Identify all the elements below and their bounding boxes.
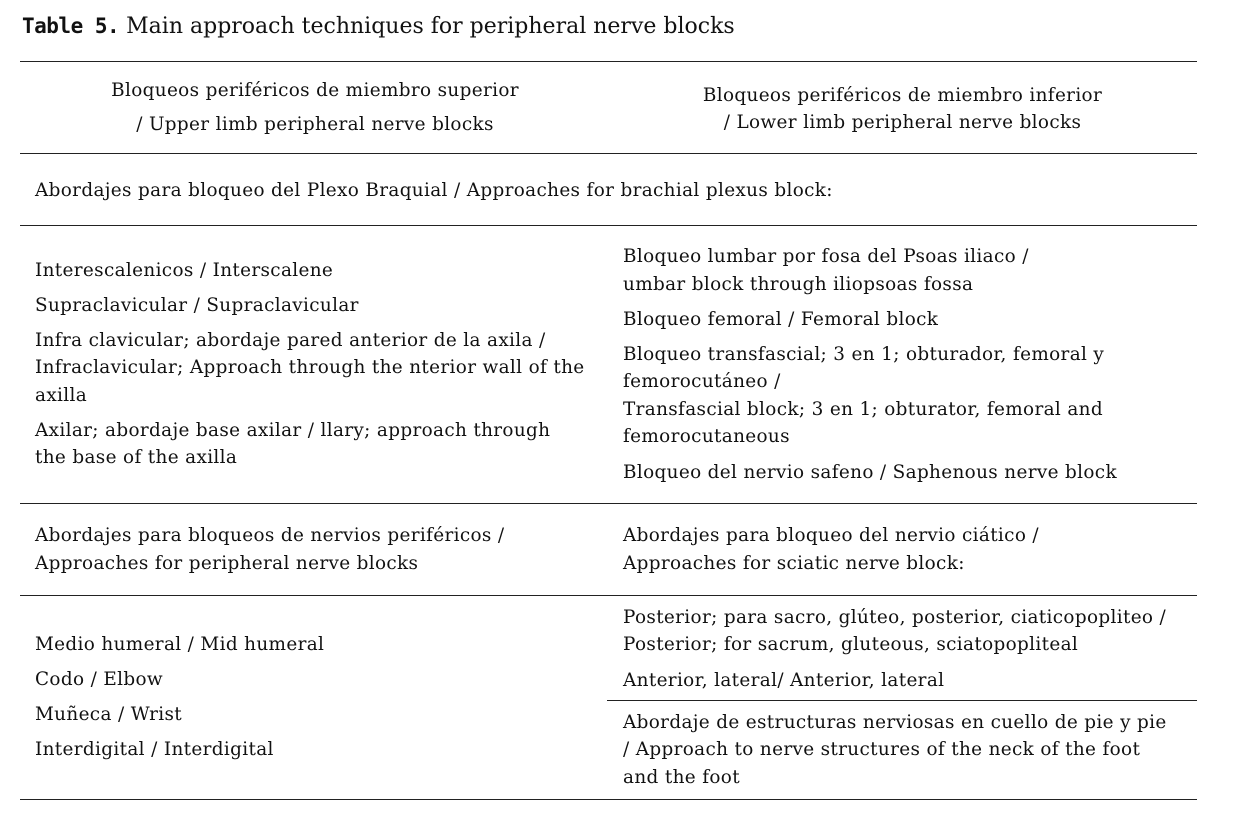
- table-title: Main approach techniques for peripheral nerve blocks: [126, 14, 735, 39]
- list-item-transfascial-line-3: Transfascial block; 3 en 1; obturator, femoral and: [623, 399, 1103, 420]
- list-item-wrist: Muñeca / Wrist: [35, 704, 183, 725]
- list-item-posterior-line-1: Posterior; para sacro, glúteo, posterior, ciaticopopliteo /: [623, 607, 1167, 628]
- list-item-mid-humeral: Medio humeral / Mid humeral: [35, 634, 325, 655]
- table-caption: [22, 14, 735, 39]
- list-item-infraclavicular-line-1: Infra clavicular; abordaje pared anterior de la axila /: [35, 330, 546, 351]
- header-lower-line-2: / Lower limb peripheral nerve blocks: [723, 112, 1082, 133]
- list-item-axillary-line-2: the base of the axilla: [35, 447, 238, 468]
- list-item-femoral: Bloqueo femoral / Femoral block: [623, 309, 939, 330]
- list-item-saphenous: Bloqueo del nervio safeno / Saphenous nerve block: [623, 462, 1117, 483]
- list-item-interdigital: Interdigital / Interdigital: [35, 739, 274, 760]
- list-item-foot-line-3: and the foot: [623, 767, 740, 788]
- section-title-sciatic-line-2: Approaches for sciatic nerve block:: [623, 553, 965, 574]
- list-item-foot-line-1: Abordaje de estructuras nerviosas en cuello de pie y pie: [623, 712, 1167, 733]
- list-item-transfascial-line-2: femorocutáneo /: [623, 371, 781, 392]
- header-lower-line-1: Bloqueos periféricos de miembro inferior: [702, 85, 1103, 106]
- header-upper-line-1: Bloqueos periféricos de miembro superior: [111, 80, 519, 101]
- list-item-infraclavicular-line-3: axilla: [35, 385, 88, 406]
- list-item-interscalene: Interescalenicos / Interscalene: [35, 260, 334, 281]
- section-title-peripheral-line-2: Approaches for peripheral nerve blocks: [35, 553, 419, 574]
- rule-top: [20, 61, 1197, 62]
- rule-section1-end: [20, 503, 1197, 504]
- rule-section2: [20, 595, 1197, 596]
- list-item-lumbar-line-1: Bloqueo lumbar por fosa del Psoas iliaco /: [623, 246, 1029, 267]
- rule-section1: [20, 225, 1197, 226]
- table-label: Table 5.: [22, 14, 120, 38]
- list-item-supraclavicular: Supraclavicular / Supraclavicular: [35, 295, 359, 316]
- list-item-foot-line-2: / Approach to nerve structures of the neck of the foot: [623, 739, 1141, 760]
- list-item-elbow: Codo / Elbow: [35, 669, 163, 690]
- rule-bottom: [20, 799, 1197, 800]
- section-title-sciatic-line-1: Abordajes para bloqueo del nervio ciático /: [623, 525, 1039, 546]
- list-item-lumbar-line-2: umbar block through iliopsoas fossa: [623, 274, 974, 295]
- list-item-anterior-lateral: Anterior, lateral/ Anterior, lateral: [623, 670, 945, 691]
- list-item-axillary-line-1: Axilar; abordaje base axilar / llary; approach through: [35, 420, 551, 441]
- header-upper-line-2: / Upper limb peripheral nerve blocks: [136, 114, 494, 135]
- list-item-transfascial-line-4: femorocutaneous: [623, 426, 790, 447]
- rule-header: [20, 153, 1197, 154]
- list-item-posterior-line-2: Posterior; for sacrum, gluteous, sciatopopliteal: [623, 634, 1079, 655]
- list-item-transfascial-line-1: Bloqueo transfascial; 3 en 1; obturador, femoral y: [623, 344, 1105, 365]
- list-item-infraclavicular-line-2: Infraclavicular; Approach through the nterior wall of the: [35, 357, 585, 378]
- section-title-brachial-plexus: Abordajes para bloqueo del Plexo Braquial / Approaches for brachial plexus block:: [35, 180, 833, 201]
- rule-sciatic-inner: [607, 700, 1197, 701]
- section-title-peripheral-line-1: Abordajes para bloqueos de nervios periféricos /: [35, 525, 505, 546]
